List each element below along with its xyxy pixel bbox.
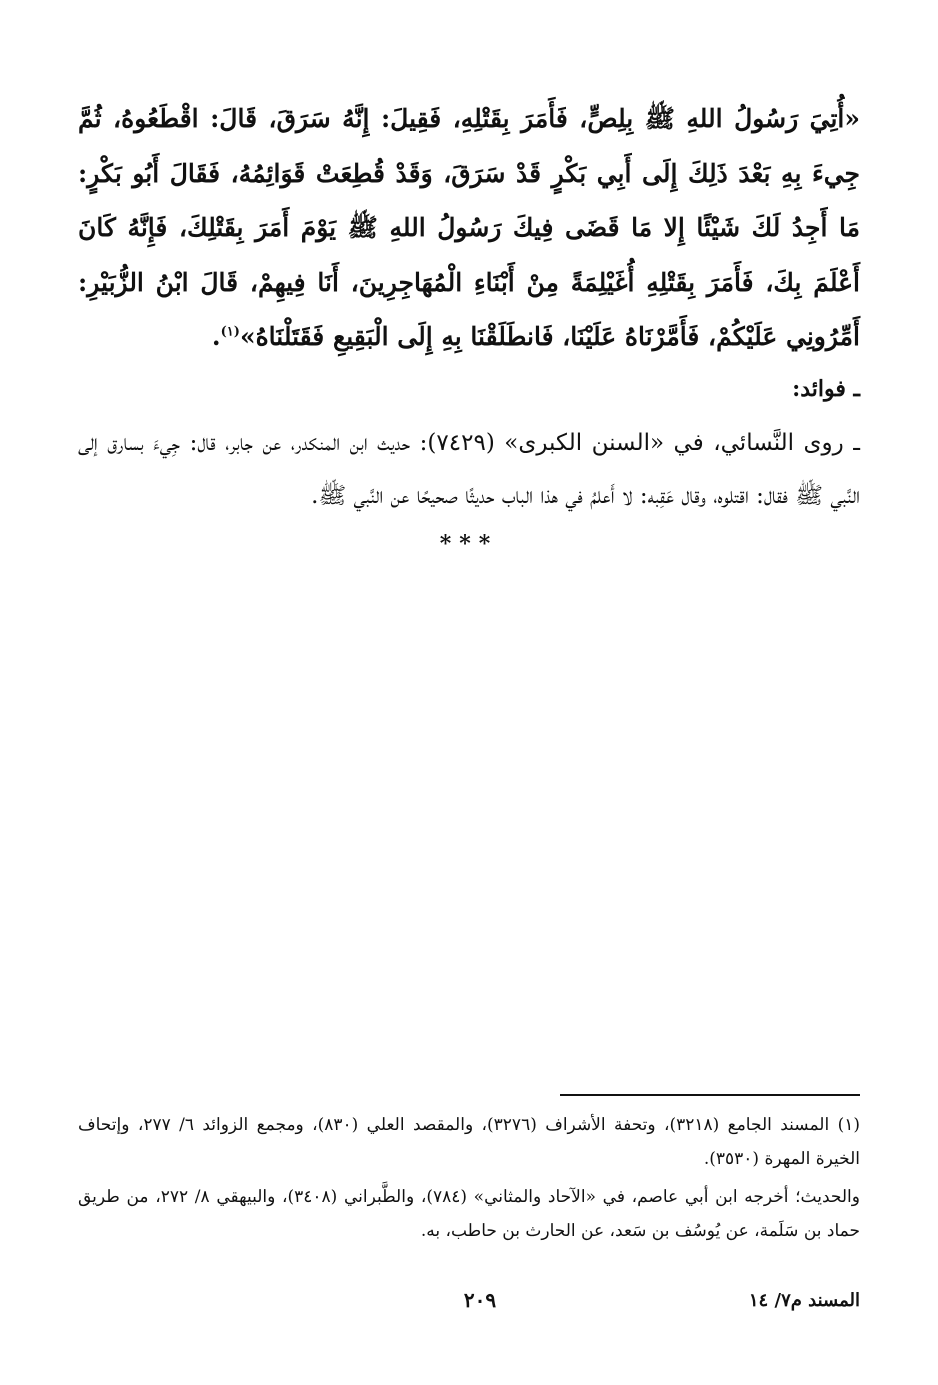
footnote-1: (١) المسند الجامع (٣٢١٨)، وتحفة الأشراف (٣٢٧٦)، والمقصد العلي (٨٣٠)، ومجمع الزوائد ٦/ ٢٧٧، وإتحاف الخيرة المهرة (٣٥٣٠). (78, 1115, 860, 1169)
hadith-body: «أُتِيَ رَسُولُ اللهِ ﷺ بِلِصٍّ، فَأَمَرَ بِقَتْلِهِ، فَقِيلَ: إِنَّهُ سَرَقَ، قَالَ: اقْطَعُوهُ، ثُمَّ جِيءَ بِهِ بَعْدَ ذَلِكَ إِلَى أَبِي بَكْرٍ قَدْ سَرَقَ، وَقَدْ قُطِعَتْ قَوَائِمُهُ، فَقَالَ أَبُو بَكْرٍ: مَا أَجِدُ لَكَ شَيْئًا إِلا مَا قَضَى فِيكَ رَسُولُ اللهِ ﷺ يَوْمَ أَمَرَ بِقَتْلِكَ، فَإِنَّهُ كَانَ أَعْلَمَ بِكَ، فَأَمَرَ بِقَتْلِهِ أُغَيْلِمَةً مِنْ أَبْنَاءِ الْمُهَاجِرِينَ، أَنَا فِيهِمْ، قَالَ ابْنُ الزُّبَيْرِ: أَمِّرُونِي عَلَيْكُمْ، فَأَمَّرْنَاهُ عَلَيْنَا، فَانطَلَقْنَا بِهِ إِلَى الْبَقِيعِ فَقَتَلْنَاهُ» (78, 104, 860, 351)
main-text-block (78, 92, 860, 559)
fawaid-heading: ـ فوائد: (792, 375, 860, 402)
footnote-marker: (١) (220, 324, 240, 340)
section-separator: *** (439, 530, 499, 557)
hadith-end: . (211, 322, 221, 351)
volume-signature: المسند م٧/ ١٤ (748, 1290, 860, 1311)
footnote-rule (560, 1094, 860, 1096)
footnote-1-continued: والحديث؛ أخرجه ابن أبي عاصم، في «الآحاد والمثاني» (٧٨٤)، والطَّبراني (٣٤٠٨)، والبيهقي ٨/ ٢٧٢، من طريق حماد بن سَلَمة، عن يُوسُف بن سَعد، عن الحارث بن حاطب، به. (78, 1187, 860, 1241)
fawaid-note: ـ روى النَّسائي، في «السنن الكبرى» (٧٤٢٩): حديث ابن المنكدر، عن جابر، قال: جِيءَ بسارق إلى النَّبي ﷺ فقال: اقتلوه، وقال عَقِبه: لا أَعلمُ في هذا الباب حديثًا صحيحًا عن النَّبي ﷺ. (78, 429, 861, 509)
footnotes (78, 1108, 860, 1252)
hadith-text (78, 92, 860, 365)
page-number: ٢٠٩ (463, 1288, 497, 1312)
